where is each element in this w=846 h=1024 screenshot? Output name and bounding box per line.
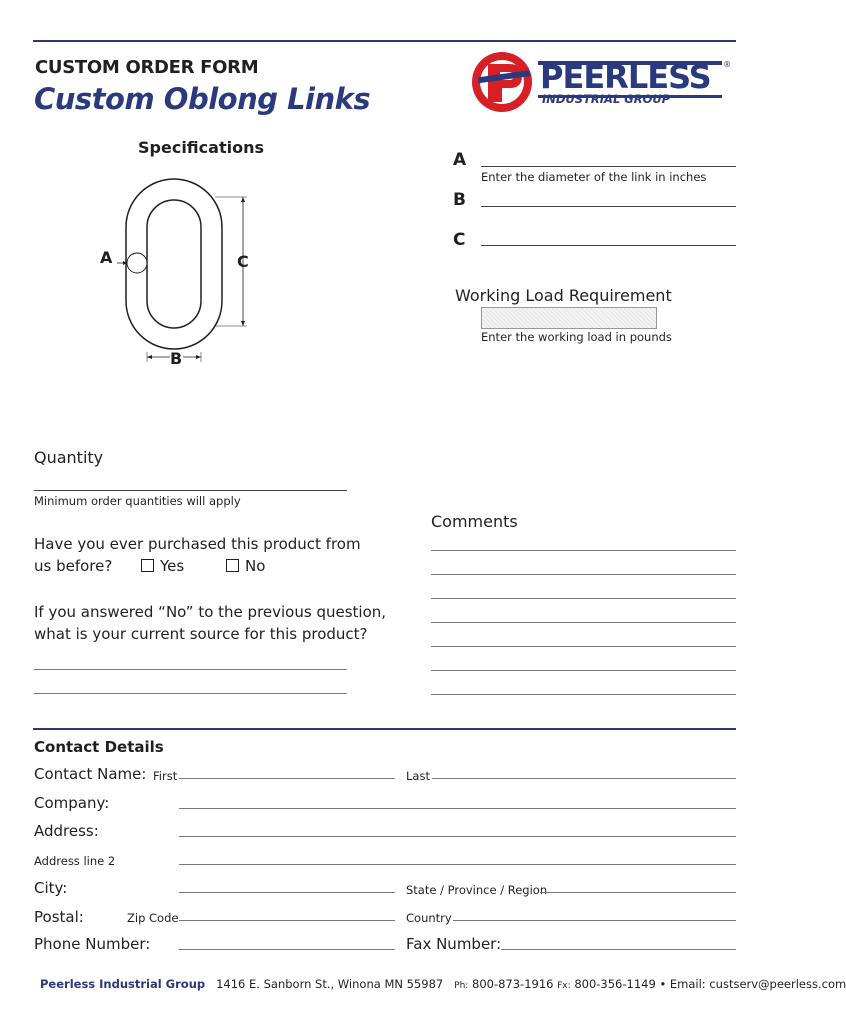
company-field[interactable] — [179, 808, 736, 809]
source-question-line1: If you answered “No” to the previous question, — [34, 603, 387, 621]
diagram-label-c: C — [237, 252, 249, 271]
contact-divider — [33, 728, 736, 730]
country-field[interactable] — [453, 920, 736, 921]
yes-checkbox[interactable] — [141, 559, 154, 572]
address-line2-label: Address line 2 — [34, 854, 116, 868]
quantity-hint: Minimum order quantities will apply — [34, 494, 241, 508]
footer-address: 1416 E. Sanborn St., Winona MN 55987 — [216, 977, 444, 991]
address-label: Address: — [34, 822, 99, 840]
footer-email[interactable]: Email: custserv@peerless.com — [669, 977, 846, 991]
first-name-hint: First — [153, 769, 178, 783]
contact-heading: Contact Details — [34, 738, 164, 756]
postal-label: Postal: — [34, 908, 84, 926]
fax-field[interactable] — [501, 949, 736, 950]
no-label: No — [245, 557, 266, 575]
no-option[interactable] — [226, 557, 265, 575]
comments-line-7[interactable] — [431, 694, 736, 695]
diagram-label-b: B — [170, 349, 183, 368]
comments-line-5[interactable] — [431, 646, 736, 647]
page-title: Custom Oblong Links — [34, 82, 371, 116]
quantity-label: Quantity — [34, 448, 104, 467]
spec-b-field[interactable] — [481, 206, 736, 207]
comments-line-2[interactable] — [431, 574, 736, 575]
footer-fx-label: Fx: — [557, 981, 571, 991]
last-name-field[interactable] — [432, 778, 736, 779]
spec-a-label: A — [453, 150, 467, 170]
spec-c-label: C — [453, 230, 466, 250]
comments-line-1[interactable] — [431, 550, 736, 551]
country-hint: Country — [406, 911, 452, 925]
spec-c-field[interactable] — [481, 245, 736, 246]
footer-bullet: • — [659, 977, 667, 991]
source-question-line2: what is your current source for this product? — [34, 625, 368, 643]
company-label: Company: — [34, 794, 110, 812]
quantity-field[interactable] — [34, 490, 347, 491]
purchase-question-line2: us before? — [34, 557, 113, 575]
zip-hint: Zip Code — [127, 911, 179, 925]
comments-label: Comments — [431, 512, 518, 531]
footer-ph-label: Ph: — [454, 981, 469, 991]
source-field-2[interactable] — [34, 693, 347, 694]
form-label: CUSTOM ORDER FORM — [35, 57, 259, 78]
yes-option[interactable] — [141, 557, 184, 575]
first-name-field[interactable] — [179, 778, 395, 779]
zip-field[interactable] — [179, 920, 395, 921]
top-divider — [33, 40, 736, 42]
contact-name-label: Contact Name: — [34, 765, 147, 783]
spec-a-field[interactable] — [481, 166, 736, 167]
peerless-logo — [470, 50, 732, 120]
address-field[interactable] — [179, 836, 736, 837]
comments-line-6[interactable] — [431, 670, 736, 671]
state-hint: State / Province / Region — [406, 883, 548, 897]
comments-line-3[interactable] — [431, 598, 736, 599]
specifications-heading: Specifications — [138, 138, 264, 157]
oblong-link-icon — [95, 170, 295, 370]
logo-wordmark: PEERLESS — [540, 58, 711, 96]
footer-phone: 800-873-1916 — [472, 977, 554, 991]
working-load-input[interactable] — [481, 307, 657, 329]
city-label: City: — [34, 879, 68, 897]
working-load-hint: Enter the working load in pounds — [481, 330, 672, 344]
oblong-link-diagram — [95, 170, 295, 370]
source-field-1[interactable] — [34, 669, 347, 670]
working-load-label: Working Load Requirement — [455, 286, 672, 305]
phone-label: Phone Number: — [34, 935, 151, 953]
phone-field[interactable] — [179, 949, 395, 950]
logo-subtitle: INDUSTRIAL GROUP — [542, 92, 671, 106]
state-field[interactable] — [540, 892, 736, 893]
diagram-label-a: A — [100, 248, 113, 267]
city-field[interactable] — [179, 892, 395, 893]
last-name-hint: Last — [406, 769, 430, 783]
address-line2-field[interactable] — [179, 864, 736, 865]
footer-fax: 800-356-1149 — [574, 977, 656, 991]
comments-line-4[interactable] — [431, 622, 736, 623]
spec-a-hint: Enter the diameter of the link in inches — [481, 170, 707, 184]
footer-company: Peerless Industrial Group — [40, 977, 206, 991]
spec-b-label: B — [453, 190, 466, 210]
registered-mark: ® — [723, 60, 731, 69]
footer — [40, 977, 846, 991]
yes-label: Yes — [160, 557, 185, 575]
no-checkbox[interactable] — [226, 559, 239, 572]
fax-label: Fax Number: — [406, 935, 502, 953]
purchase-question-line1: Have you ever purchased this product from — [34, 535, 361, 553]
